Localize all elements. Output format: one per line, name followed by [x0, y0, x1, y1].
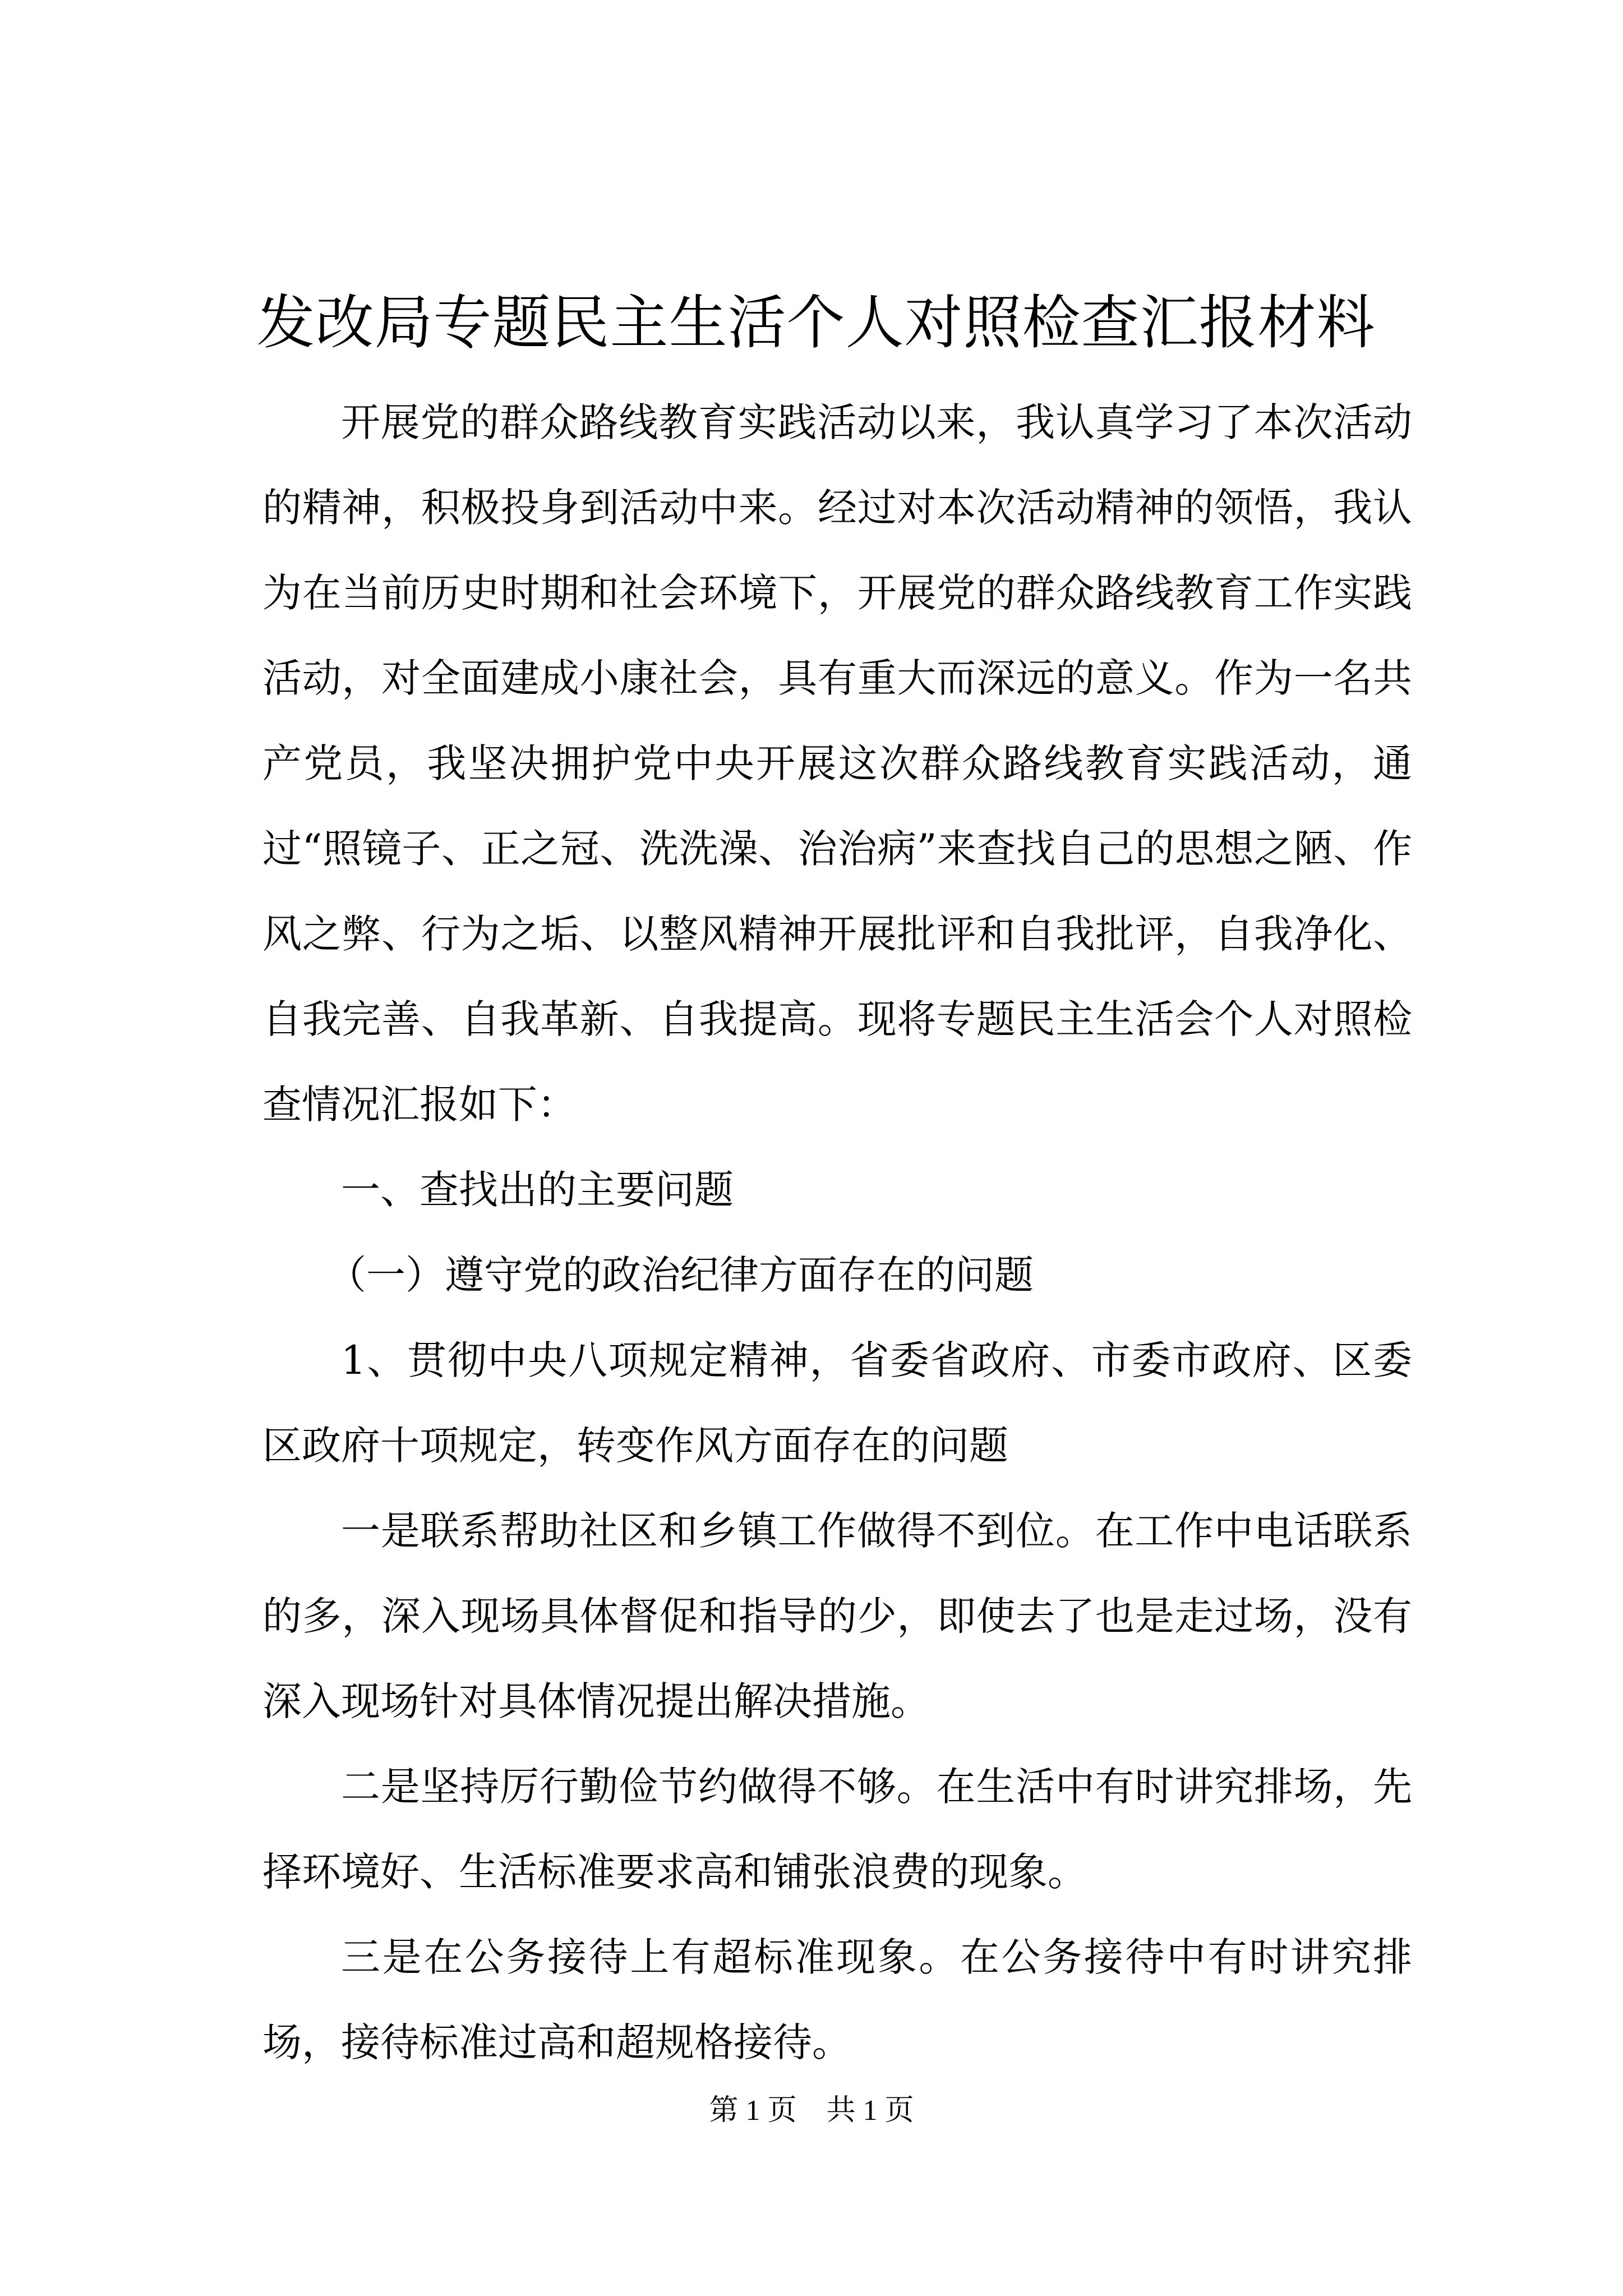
document-body — [262, 380, 1412, 2085]
page-footer — [0, 2091, 1623, 2131]
paragraph-point-1: 一是联系帮助社区和乡镇工作做得不到位。在工作中电话联系的多，深入现场具体督促和指导的少，即使去了也是走过场，没有深入现场针对具体情况提出解决措施。 — [262, 1508, 1412, 1724]
item-heading-1: 1、贯彻中央八项规定精神，省委省政府、市委市政府、区委区政府十项规定，转变作风方面存在的问题 — [262, 1337, 1412, 1469]
document-title: 发改局专题民主生活个人对照检查汇报材料 — [256, 288, 1376, 357]
subsection-heading-1: （一）遵守党的政治纪律方面存在的问题 — [327, 1252, 1034, 1298]
section-heading-1: 一、查找出的主要问题 — [341, 1167, 734, 1213]
paragraph-intro: 开展党的群众路线教育实践活动以来，我认真学习了本次活动的精神，积极投身到活动中来。经过对本次活动精神的领悟，我认为在当前历史时期和社会环境下，开展党的群众路线教育工作实践活动，对全面建成小康社会，具有重大而深远的意义。作为一名共产党员，我坚决拥护党中央开展这次群众路线教育实践活动，通过“照镜子、正之冠、洗洗澡、治治病”来查找自己的思想之陋、作风之弊、行为之垢、以整风精神开展批评和自我批评，自我净化、自我完善、自我革新、自我提高。现将专题民主生活会个人对照检查情况汇报如下： — [262, 399, 1412, 1128]
paragraph-point-2: 二是坚持厉行勤俭节约做得不够。在生活中有时讲究排场，先择环境好、生活标准要求高和铺张浪费的现象。 — [262, 1764, 1412, 1895]
paragraph-point-3: 三是在公务接待上有超标准现象。在公务接待中有时讲究排场，接待标准过高和超规格接待。 — [262, 1934, 1412, 2065]
page-number-current: 第 1 页 — [709, 2095, 797, 2127]
page-number-total: 共 1 页 — [826, 2095, 914, 2127]
